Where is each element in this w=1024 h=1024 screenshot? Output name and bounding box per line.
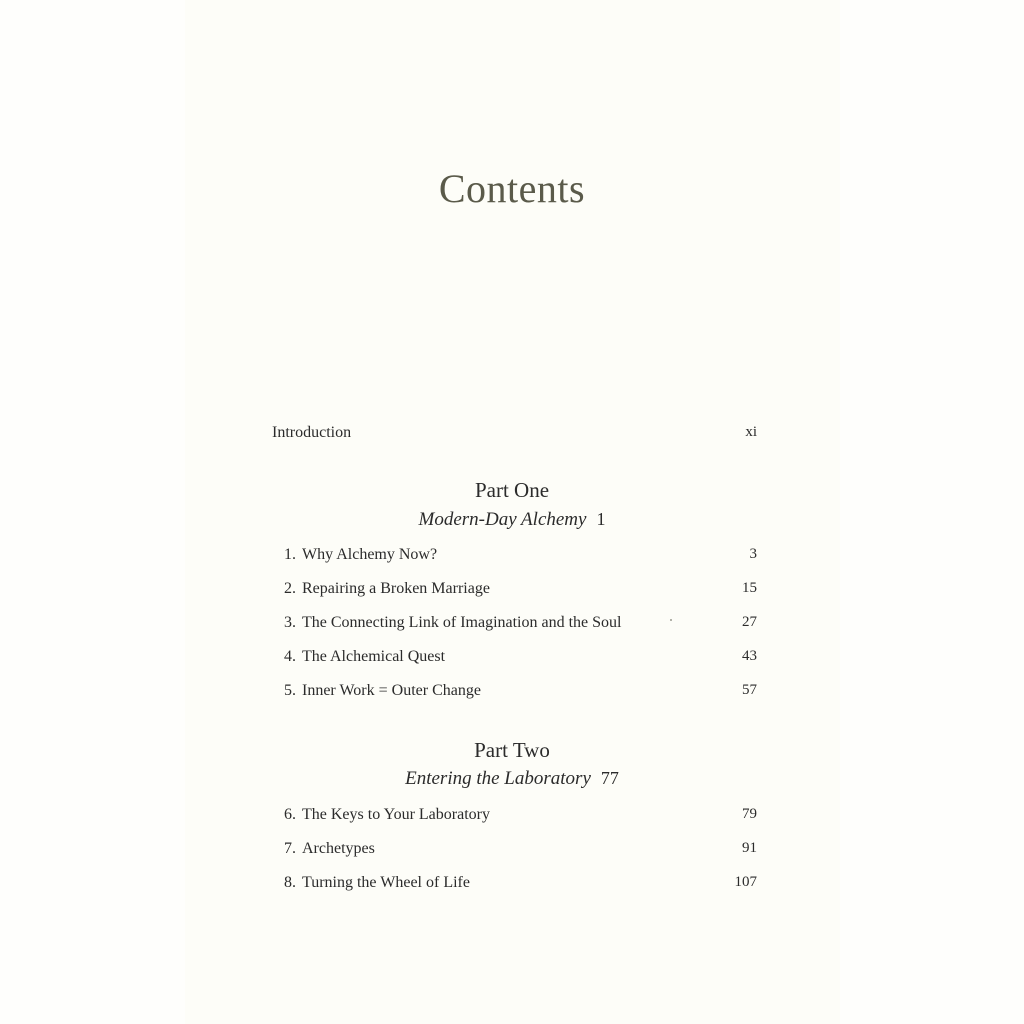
- chapter-name: Archetypes: [302, 840, 375, 857]
- toc-chapter-row: [284, 546, 757, 572]
- chapter-number: 4.: [284, 648, 296, 665]
- chapter-name: The Keys to Your Laboratory: [302, 806, 490, 823]
- toc-chapter-row: [284, 840, 757, 866]
- part-one-subtitle-name: Modern-Day Alchemy: [418, 509, 587, 530]
- introduction-label: Introduction: [272, 424, 352, 441]
- chapter-name: The Alchemical Quest: [302, 648, 446, 665]
- chapter-name: Repairing a Broken Marriage: [302, 580, 490, 597]
- chapter-number: 5.: [284, 682, 296, 699]
- chapter-title: [284, 546, 437, 564]
- chapter-number: 7.: [284, 840, 296, 857]
- chapter-name: Turning the Wheel of Life: [302, 874, 470, 891]
- chapter-number: 2.: [284, 580, 296, 597]
- chapter-page: 3: [749, 546, 757, 562]
- toc-chapter-row: [284, 580, 757, 606]
- chapter-page: 79: [742, 806, 757, 822]
- part-one-subtitle: [0, 509, 1024, 531]
- chapter-page: 107: [734, 874, 757, 890]
- part-one-subtitle-page: 1: [596, 509, 606, 529]
- chapter-title: [284, 614, 622, 632]
- toc-chapter-row: [284, 682, 757, 708]
- chapter-name: Why Alchemy Now?: [302, 546, 438, 563]
- chapter-title: [284, 648, 445, 666]
- print-speck: [670, 619, 672, 621]
- toc-chapter-row: [284, 648, 757, 674]
- toc-chapter-row: [284, 614, 757, 640]
- chapter-name: The Connecting Link of Imagination and the Soul: [302, 614, 622, 631]
- toc-chapter-row: [284, 806, 757, 832]
- page-title: Contents: [438, 166, 586, 211]
- toc-introduction-row: [272, 424, 757, 450]
- chapter-page: 27: [742, 614, 757, 630]
- chapter-number: 8.: [284, 874, 296, 891]
- chapter-title: [284, 806, 490, 824]
- chapter-page: 15: [742, 580, 757, 596]
- chapter-title: [284, 874, 470, 892]
- chapter-number: 1.: [284, 546, 296, 563]
- part-two-subtitle-page: 77: [600, 768, 619, 788]
- chapter-page: 57: [742, 682, 757, 698]
- chapter-title: [284, 682, 481, 700]
- toc-chapter-row: [284, 874, 757, 900]
- part-two-subtitle-name: Entering the Laboratory: [405, 768, 591, 789]
- chapter-title: [284, 840, 375, 858]
- chapter-number: 6.: [284, 806, 296, 823]
- part-one-heading: Part One: [474, 478, 550, 502]
- chapter-title: [284, 580, 490, 598]
- chapter-page: 43: [742, 648, 757, 664]
- chapter-name: Inner Work = Outer Change: [302, 682, 481, 699]
- chapter-page: 91: [742, 840, 757, 856]
- part-two-subtitle: [0, 768, 1024, 790]
- part-two-heading: Part Two: [474, 738, 550, 762]
- chapter-number: 3.: [284, 614, 296, 631]
- introduction-page: xi: [745, 424, 757, 440]
